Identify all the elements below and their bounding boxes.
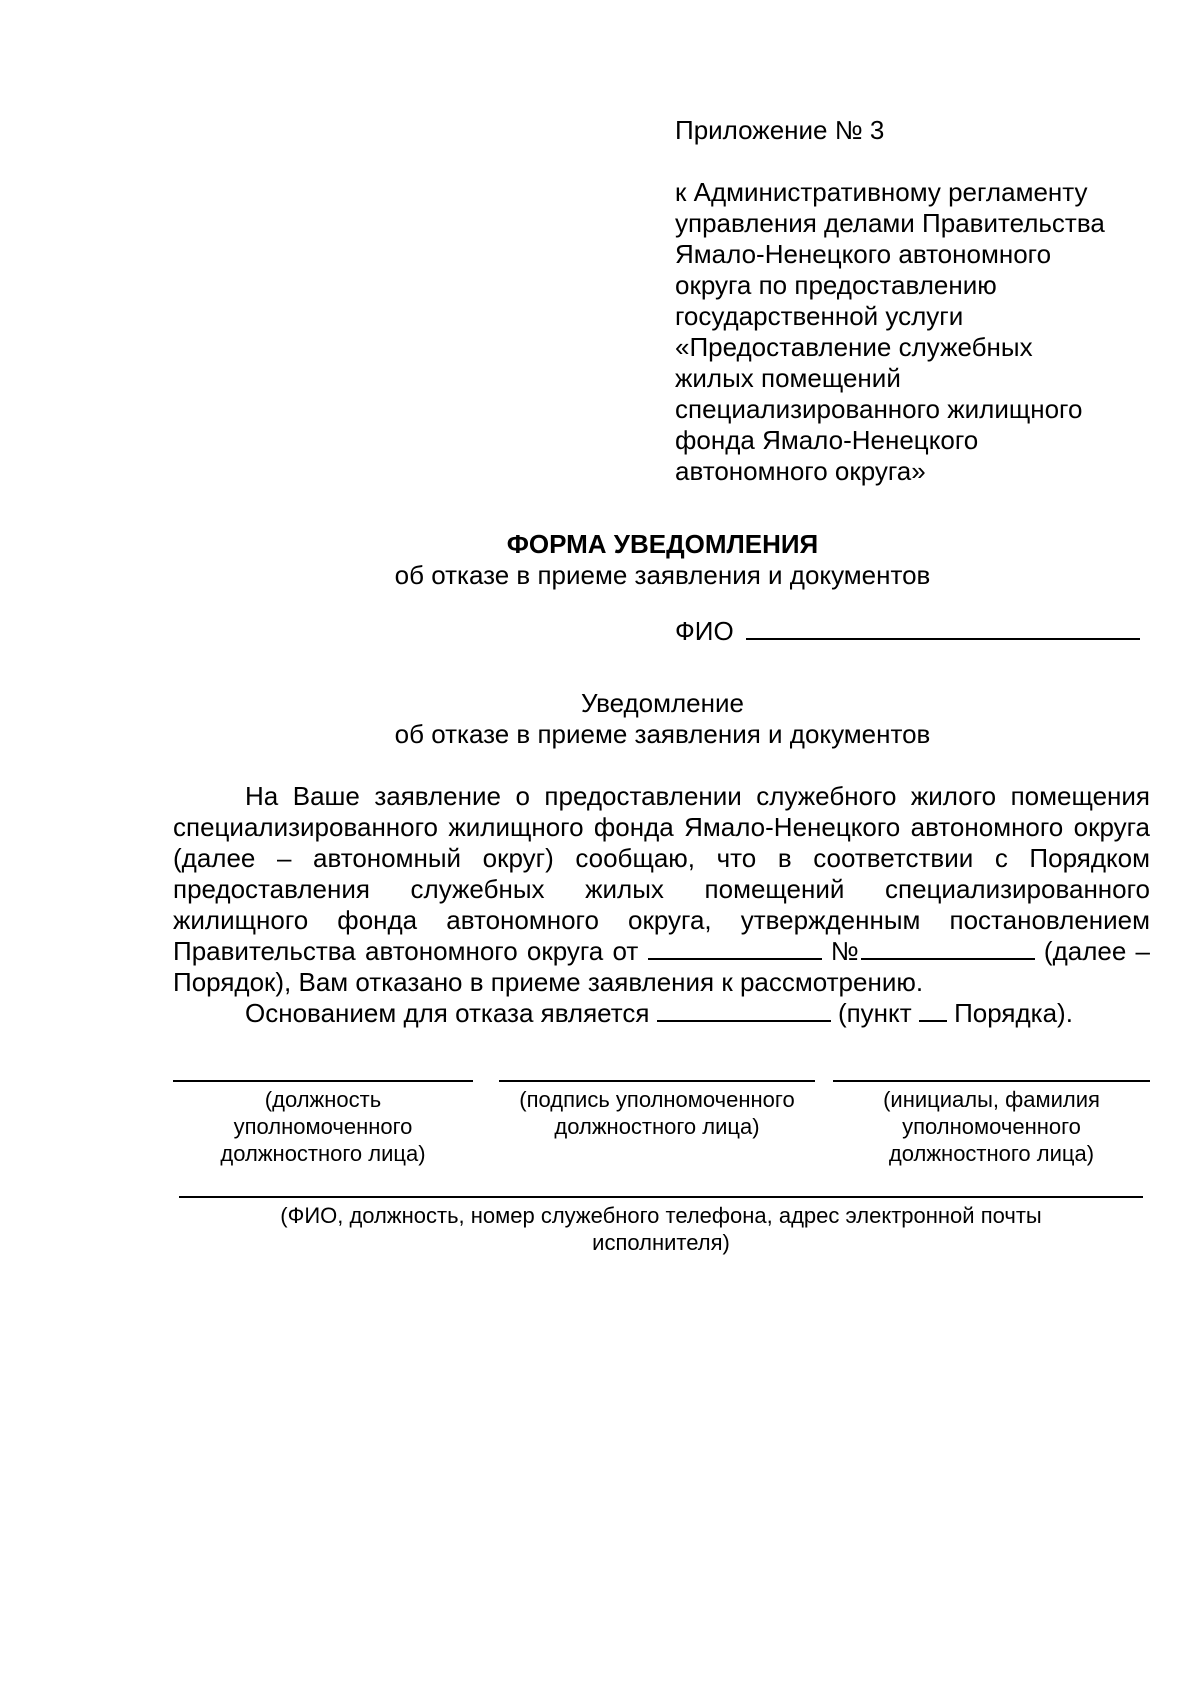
paragraph-2-text-a: Основанием для отказа является [245,998,650,1028]
number-sign: № [830,936,861,966]
fio-field [675,612,1140,647]
paragraph-1-text-b: (далее – Порядок), Вам отказано в приеме заявления к рассмотрению. [173,936,1150,997]
paragraph-2-text-b: (пункт [837,998,912,1028]
name-line [833,1080,1150,1082]
fio-label: ФИО [675,616,734,646]
reason-blank-line [657,998,831,1022]
executor-field [179,1196,1143,1256]
signature-row [173,1080,1150,1200]
name-caption: (инициалы, фамилия уполномоченного должностного лица) [883,1087,1100,1166]
appendix-body: к Административному регламенту управления делами Правительства Ямало-Ненецкого автономного округа по предоставлению государственной услуги «Предоставление служебных жилых помещений специализированного жилищного фонда Ямало-Ненецкого автономного округа» [675,177,1105,486]
fio-blank-line [746,612,1140,640]
notice-heading [0,688,1200,750]
appendix-title: Приложение № 3 [675,115,885,145]
name-signature-field [833,1080,1150,1167]
number-blank-line [861,936,1035,960]
signature-line [499,1080,815,1082]
position-signature-field [173,1080,473,1167]
executor-caption: (ФИО, должность, номер служебного телефона, адрес электронной почты исполнителя) [280,1203,1042,1255]
notice-title: Уведомление [581,688,744,718]
notice-paragraph-2 [173,998,1150,1029]
notice-body [173,781,1150,1029]
appendix-block [675,115,1175,487]
position-line [173,1080,473,1082]
date-blank-line [648,936,822,960]
form-subtitle: об отказе в приеме заявления и документов [394,560,931,590]
signature-caption: (подпись уполномоченного должностного лица) [519,1087,795,1139]
clause-blank-line [919,998,947,1022]
notice-paragraph-1 [173,781,1150,998]
signature-field [499,1080,815,1140]
paragraph-2-text-c: Порядка). [954,998,1073,1028]
paragraph-1-text-a: На Ваше заявление о предоставлении служебного жилого помещения специализированного жилищного фонда Ямало-Ненецкого автономного округа (далее – автономный округ) сообщаю, что в соответствии с Порядком предоставления служебных жилых помещений специализированного жилищного фонда автономного округа, утвержденным постановлением Правительства автономного округа от [173,781,1150,966]
form-heading [0,529,1200,591]
executor-line [179,1196,1143,1198]
position-caption: (должность уполномоченного должностного лица) [220,1087,426,1166]
form-title: ФОРМА УВЕДОМЛЕНИЯ [506,529,819,559]
notice-subtitle: об отказе в приеме заявления и документов [394,719,931,749]
